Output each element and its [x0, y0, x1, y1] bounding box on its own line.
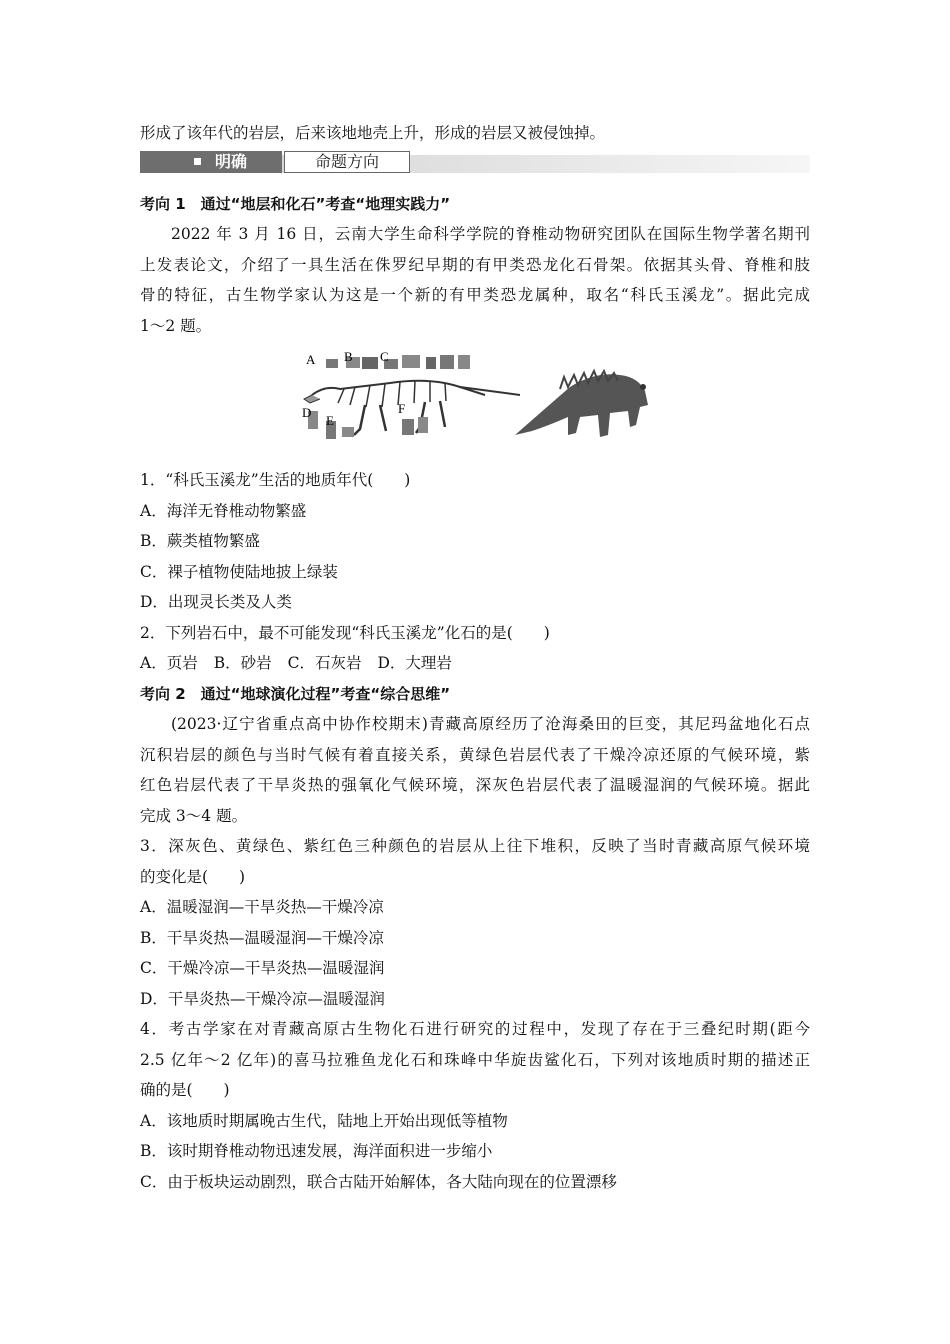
figure-label: A — [306, 352, 316, 367]
section1-para-line: 1～2 题。 — [140, 316, 212, 335]
dinosaur-figure-svg — [140, 347, 810, 461]
section1-para-line: 2022 年 3 月 16 日，云南大学生命科学学院的脊椎动物研究团队在国际生物学著名期刊 — [171, 225, 810, 243]
q3-option-a: A．温暖湿润—干旱炎热—干燥冷凉 — [140, 898, 384, 916]
dinosaur-reconstruction — [515, 371, 648, 437]
section2-para-line: 完成 3～4 题。 — [140, 806, 248, 825]
figure-label: F — [398, 401, 406, 416]
q2-option-a: A．页岩 — [140, 654, 198, 672]
q4-stem-line: 确的是( ) — [140, 1081, 230, 1099]
q3-option-b: B．干旱炎热—温暖湿润—干燥冷凉 — [140, 928, 384, 947]
section2-heading: 考向 2 通过“地球演化过程”考查“综合思维” — [140, 684, 451, 703]
q2-options — [140, 648, 810, 679]
q2-option-b: B．砂岩 — [213, 654, 272, 672]
section1-para-line: 骨的特征，古生物学家认为这是一个新的有甲类恐龙属种，取名“科氏玉溪龙”。据此完成 — [140, 286, 810, 304]
q2-option-c: C．石灰岩 — [287, 654, 362, 672]
dinosaur-figure — [140, 347, 810, 461]
q1-option-d: D．出现灵长类及人类 — [140, 593, 292, 611]
section2-para-line: 红色岩层代表了干旱炎热的强氧化气候环境，深灰色岩层代表了温暖湿润的气候环境。据此 — [140, 776, 810, 794]
banner-dark-label: 明确 — [215, 151, 248, 171]
q1-option-b: B．蕨类植物繁盛 — [140, 532, 260, 550]
q1-option-a: A．海洋无脊椎动物繁盛 — [140, 501, 307, 520]
q4-stem-line: 4．考古学家在对青藏高原古生物化石进行研究的过程中，发现了存在于三叠纪时期(距今 — [140, 1020, 810, 1038]
figure-label: E — [326, 413, 334, 428]
q4-stem-line: 2.5 亿年～2 亿年)的喜马拉雅鱼龙化石和珠峰中华旋齿鲨化石，下列对该地质时期的描述正 — [140, 1050, 810, 1069]
skeleton-diagram — [304, 355, 520, 439]
intro-line: 形成了该年代的岩层，后来该地地壳上升，形成的岩层又被侵蚀掉。 — [140, 124, 606, 142]
q1-stem: 1．“科氏玉溪龙”生活的地质年代( ) — [140, 471, 411, 489]
figure-label: D — [302, 405, 312, 420]
q3-option-d: D．干旱炎热—干燥冷凉—温暖湿润 — [140, 989, 385, 1008]
banner-light-tab: 命题方向 — [284, 151, 410, 173]
q4-option-b: B．该时期脊椎动物迅速发展，海洋面积进一步缩小 — [140, 1142, 493, 1160]
q3-option-c: C．干燥冷凉—干旱炎热—温暖湿润 — [140, 959, 385, 977]
q2-stem: 2．下列岩石中，最不可能发现“科氏玉溪龙”化石的是( ) — [140, 623, 550, 642]
q3-stem-line: 的变化是( ) — [140, 867, 246, 886]
q3-stem-line: 3．深灰色、黄绿色、紫红色三种颜色的岩层从上往下堆积，反映了当时青藏高原气候环境 — [140, 837, 810, 855]
figure-label: C — [380, 349, 389, 364]
q2-option-d: D．大理岩 — [377, 654, 452, 672]
banner-dark-tab — [140, 151, 282, 173]
section1-para-line: 上发表论文，介绍了一具生活在侏罗纪早期的有甲类恐龙化石骨架。依据其头骨、脊椎和肢 — [140, 255, 810, 274]
section2-para-line: 沉积岩层的颜色与当时气候有着直接关系，黄绿色岩层代表了干燥冷凉还原的气候环境，紫 — [140, 745, 810, 764]
section1-heading: 考向 1 通过“地层和化石”考查“地理实践力” — [140, 194, 451, 213]
q4-option-a: A．该地质时期属晚古生代，陆地上开始出现低等植物 — [140, 1111, 508, 1130]
section-banner — [140, 151, 810, 175]
square-bullet-icon — [194, 158, 201, 165]
q1-option-c: C．裸子植物使陆地披上绿装 — [140, 562, 338, 581]
figure-label: B — [344, 349, 353, 364]
section2-para-line: (2023·辽宁省重点高中协作校期末)青藏高原经历了沧海桑田的巨变，其尼玛盆地化石点 — [171, 715, 810, 733]
q4-option-c: C．由于板块运动剧烈，联合古陆开始解体，各大陆向现在的位置漂移 — [140, 1172, 617, 1191]
document-page — [140, 118, 810, 1197]
